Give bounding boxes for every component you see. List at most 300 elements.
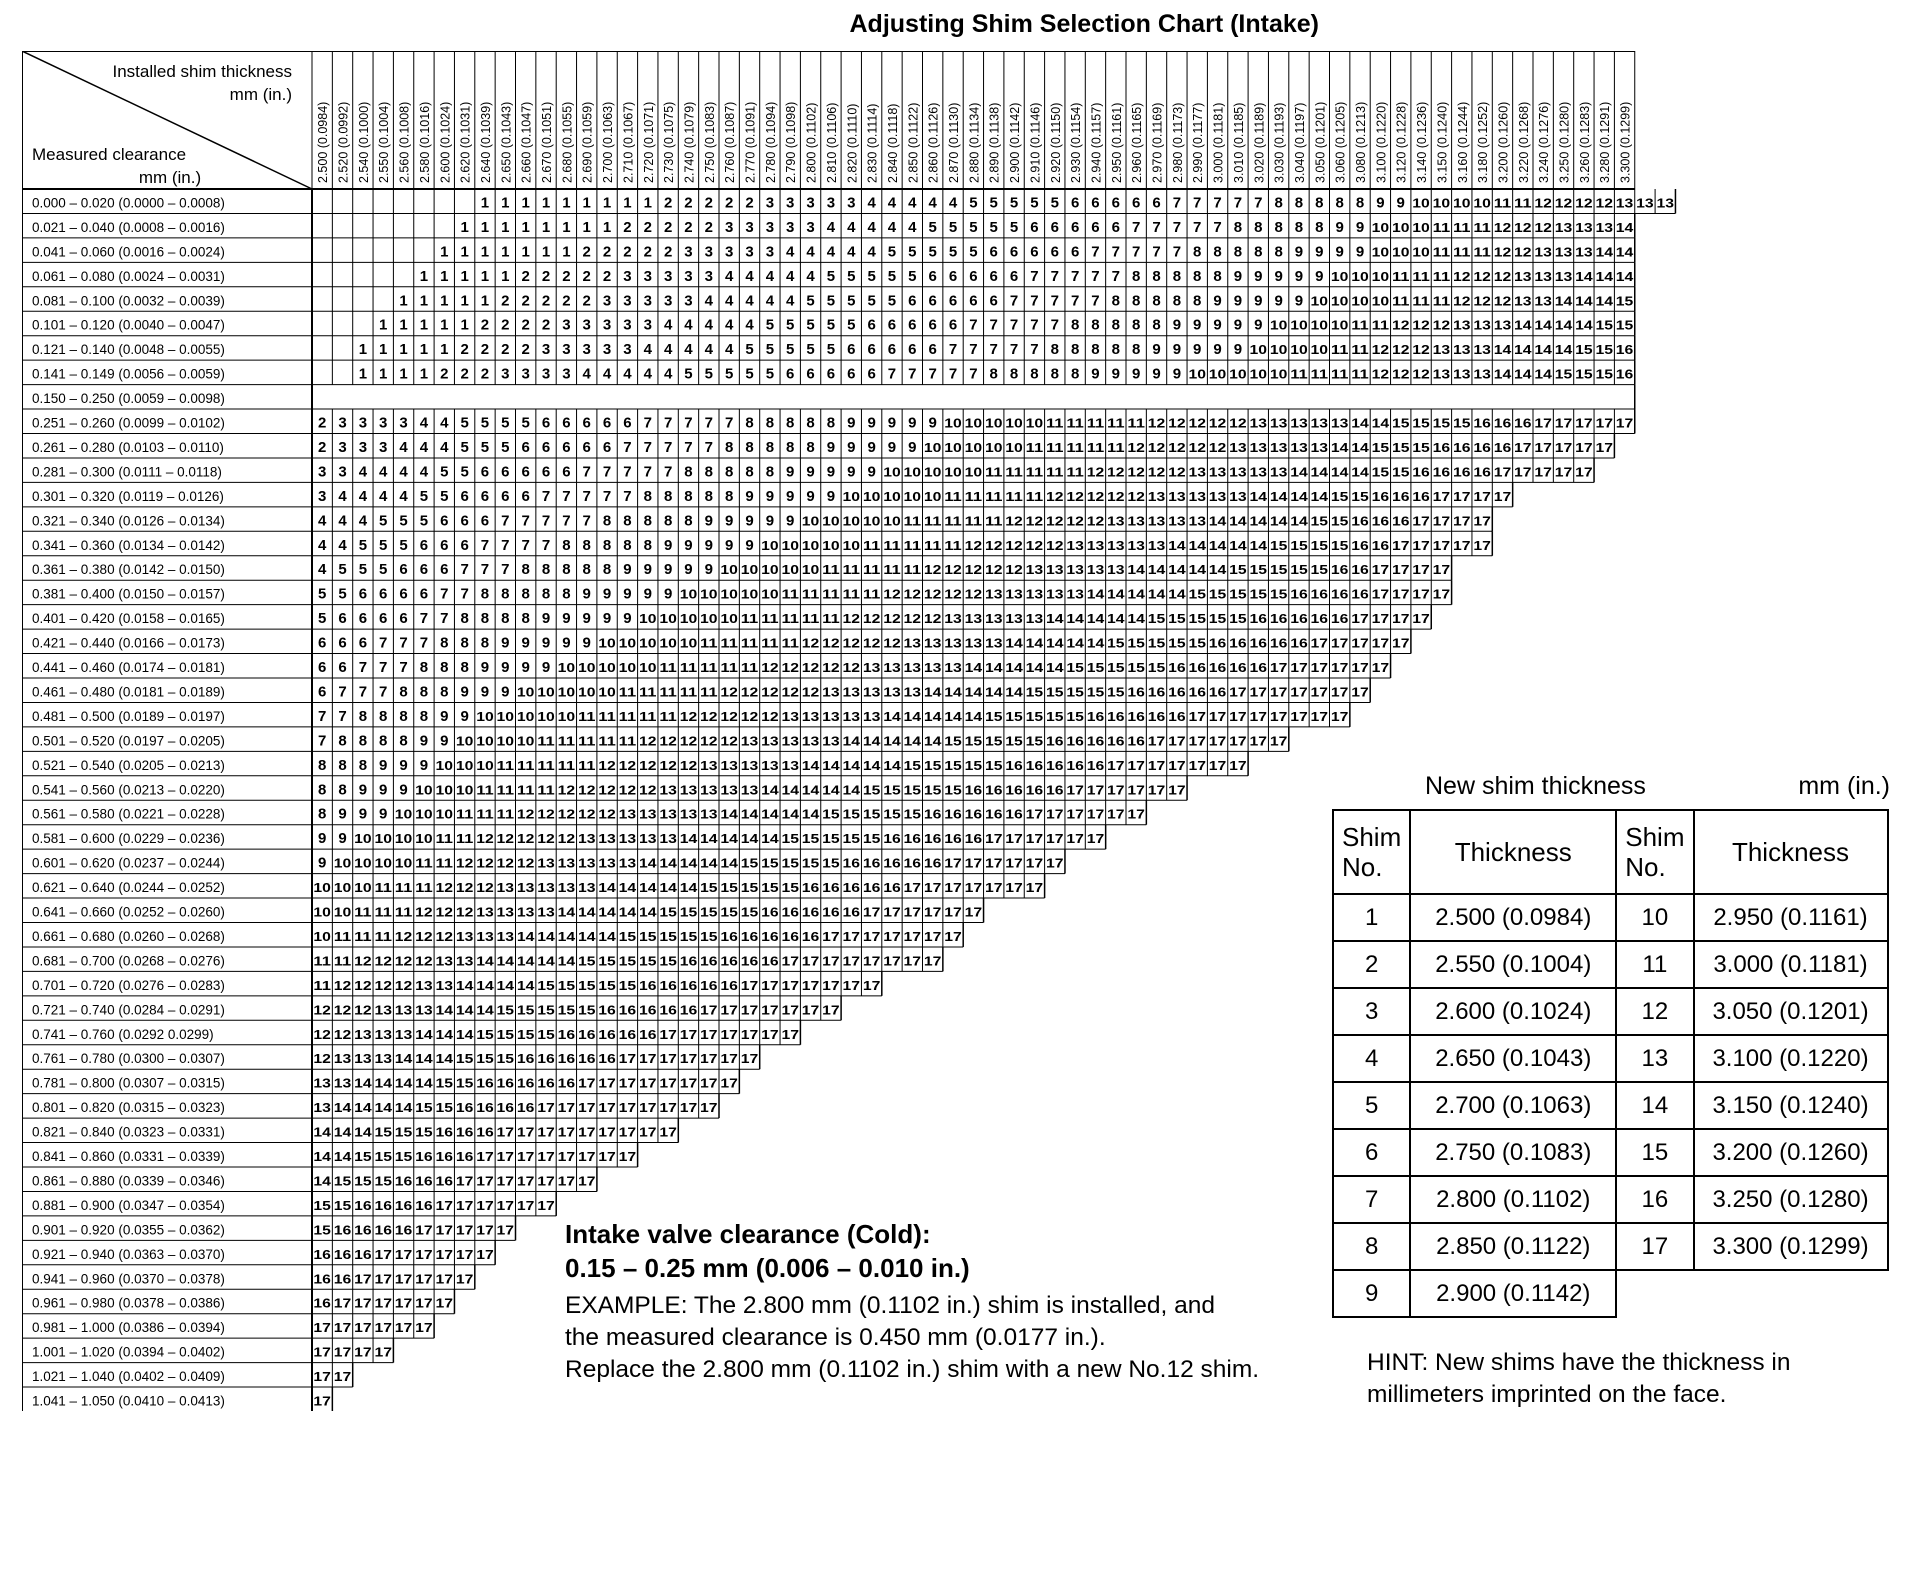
shim-cell-value: 11	[903, 513, 922, 529]
shim-cell-value: 14	[964, 660, 984, 675]
shim-cell-value: 8	[338, 781, 347, 799]
shim-cell-value: 3	[358, 414, 368, 432]
shim-cell-value: 7	[419, 634, 429, 652]
shim-cell-value: 17	[577, 1100, 596, 1116]
shim-cell-value: 12	[639, 757, 657, 773]
shim-cell-value: 10	[1371, 219, 1390, 235]
shim-cell-value: 10	[1229, 366, 1247, 382]
shim-cell-value: 15	[557, 977, 576, 993]
shim-cell-value: 13	[455, 953, 474, 969]
shim-cell-value: 10	[720, 562, 738, 578]
shim-cell-value: 7	[1193, 218, 1202, 236]
shim-cell-value: 14	[639, 904, 658, 920]
shim-cell-value: 17	[1229, 757, 1247, 773]
shim-cell-value: 8	[1111, 316, 1120, 334]
shim-cell-value: 17	[1554, 439, 1573, 455]
shim-cell-value: 15	[1127, 660, 1145, 675]
shim-cell-value: 8	[1254, 243, 1263, 261]
shim-cell-value: 12	[1086, 488, 1105, 504]
shim-cell-value: 17	[537, 1149, 555, 1164]
shim-cell-value: 7	[704, 438, 713, 456]
shim-cell-value: 17	[394, 1320, 413, 1336]
shim-cell-value: 2	[602, 243, 612, 261]
shim-cell-value: 2	[643, 218, 652, 236]
shim-cell-value: 16	[374, 1222, 392, 1238]
shim-cell-value: 7	[1233, 194, 1243, 212]
shim-cell-value: 16	[333, 1271, 352, 1287]
shim-cell-value: 17	[1107, 757, 1125, 773]
shim-cell-value: 16	[1086, 708, 1105, 724]
shim-cell-value: 11	[964, 513, 983, 529]
shim-cell-value: 12	[1493, 244, 1512, 260]
shim-cell-value: 10	[618, 635, 637, 651]
shim-cell-value: 14	[354, 1075, 373, 1091]
shim-cell-value: 16	[1615, 366, 1634, 382]
shim-cell-value: 15	[1615, 317, 1634, 333]
row-clearance-label: 0.901 – 0.920 (0.0355 – 0.0362)	[32, 1222, 225, 1238]
shim-cell-value: 6	[969, 267, 978, 285]
shim-cell-value: 13	[1005, 611, 1023, 627]
shim-cell-value: 8	[1070, 316, 1080, 334]
shim-cell-value: 16	[679, 953, 698, 969]
column-header-label: 2.940 (0.1157)	[1089, 102, 1104, 183]
shim-thickness-cell: 2.500 (0.0984)	[1410, 894, 1616, 941]
column-header-label: 3.140 (0.1236)	[1415, 101, 1430, 183]
shim-cell-value: 1	[419, 267, 429, 285]
shim-cell-value: 16	[761, 953, 779, 969]
shim-cell-value: 14	[516, 928, 536, 944]
shim-cell-value: 7	[1213, 218, 1222, 236]
row-clearance-label: 0.421 – 0.440 (0.0166 – 0.0173)	[32, 635, 225, 651]
shim-cell-value: 2	[582, 292, 591, 310]
row-clearance-label: 0.121 – 0.140 (0.0048 – 0.0055)	[32, 342, 225, 358]
shim-cell-value: 3	[623, 292, 632, 310]
shim-cell-value: 15	[1229, 562, 1247, 578]
shim-cell-value: 12	[354, 977, 372, 993]
shim-cell-value: 14	[1615, 268, 1635, 284]
shim-cell-value: 15	[1615, 293, 1634, 309]
shim-cell-value: 12	[720, 684, 738, 700]
shim-cell-value: 6	[602, 438, 612, 456]
shim-cell-value: 14	[1615, 244, 1635, 260]
shim-cell-value: 6	[928, 316, 937, 334]
column-header-label: 3.000 (0.1181)	[1211, 102, 1226, 183]
shim-cell-value: 8	[480, 610, 490, 628]
shim-cell-value: 16	[1412, 488, 1430, 504]
shim-cell-value: 5	[847, 292, 856, 310]
shim-cell-value: 14	[903, 708, 922, 724]
shim-cell-value: 15	[1168, 611, 1186, 627]
shim-cell-value: 2	[623, 218, 632, 236]
shim-cell-value: 10	[1391, 244, 1410, 260]
shim-cell-value: 14	[1290, 464, 1309, 480]
shim-cell-value: 13	[455, 928, 474, 944]
shim-cell-value: 17	[781, 1026, 799, 1042]
shim-cell-value: 13	[1249, 415, 1268, 431]
row-clearance-label: 0.681 – 0.700 (0.0268 – 0.0276)	[32, 953, 225, 969]
shim-cell-value: 14	[1066, 635, 1085, 651]
shim-cell-value: 13	[1473, 366, 1491, 382]
shim-cell-value: 14	[374, 1100, 393, 1116]
shim-cell-value: 16	[679, 1002, 698, 1018]
shim-cell-value: 12	[496, 831, 515, 847]
shim-cell-value: 13	[598, 831, 616, 847]
shim-cell-value: 5	[806, 292, 815, 310]
shim-cell-value: 14	[435, 1051, 454, 1067]
shim-cell-value: 6	[969, 292, 978, 310]
shim-cell-value: 13	[516, 904, 535, 920]
shim-cell-value: 6	[521, 463, 530, 481]
shim-cell-value: 8	[1193, 243, 1202, 261]
shim-cell-value: 6	[948, 292, 958, 310]
shim-cell-value: 6	[419, 536, 429, 554]
shim-cell-value: 14	[639, 880, 658, 896]
shim-cell-value: 11	[740, 660, 759, 675]
shim-cell-value: 6	[338, 610, 347, 628]
shim-cell-value: 9	[1193, 316, 1202, 334]
shim-cell-value: 8	[501, 585, 510, 603]
shim-cell-value: 7	[989, 341, 998, 359]
shim-cell-value: 5	[765, 316, 775, 334]
row-clearance-label: 0.301 – 0.320 (0.0119 – 0.0126)	[32, 488, 224, 504]
shim-cell-value: 5	[867, 267, 876, 285]
shim-cell-value: 14	[1595, 244, 1614, 260]
shim-cell-value: 12	[354, 1002, 372, 1018]
shim-cell-value: 3	[541, 341, 551, 359]
shim-cell-value: 15	[923, 782, 942, 798]
shim-cell-value: 10	[944, 464, 962, 480]
shim-cell-value: 17	[944, 880, 962, 896]
shim-cell-value: 8	[806, 414, 815, 432]
shim-cell-value: 1	[419, 292, 429, 310]
shim-cell-value: 13	[659, 831, 677, 847]
shim-cell-value: 12	[903, 586, 922, 602]
column-header-label: 2.810 (0.1106)	[824, 102, 839, 183]
row-clearance-label: 0.881 – 0.900 (0.0347 – 0.0354)	[32, 1197, 225, 1213]
shim-cell-value: 6	[338, 634, 347, 652]
shim-cell-value: 13	[761, 757, 779, 773]
column-header-label: 2.870 (0.1130)	[947, 102, 962, 183]
shim-cell-value: 12	[700, 733, 718, 749]
new-shim-title	[1425, 772, 1890, 801]
shim-cell-value: 14	[577, 928, 597, 944]
shim-cell-value: 7	[887, 365, 897, 383]
shim-cell-value: 4	[399, 438, 408, 456]
shim-cell-value: 15	[313, 1197, 331, 1213]
shim-cell-value: 11	[374, 928, 392, 944]
shim-cell-value: 16	[1391, 513, 1410, 529]
shim-cell-value: 17	[618, 1149, 637, 1164]
shim-cell-value: 17	[333, 1320, 352, 1336]
shim-cell-value: 17	[822, 977, 840, 993]
shim-cell-value: 17	[1086, 782, 1105, 798]
shim-cell-value: 3	[318, 487, 327, 505]
shim-cell-value: 9	[826, 438, 836, 456]
shim-cell-value: 2	[704, 194, 713, 212]
shim-cell-value: 17	[822, 953, 840, 969]
shim-cell-value: 11	[801, 586, 820, 602]
shim-cell-value: 8	[480, 585, 490, 603]
column-header-label: 2.760 (0.1087)	[723, 101, 738, 183]
shim-cell-value: 15	[1595, 342, 1613, 358]
shim-cell-value: 12	[679, 708, 698, 724]
thickness-header: Thickness	[1410, 810, 1616, 894]
shim-cell-value: 9	[521, 659, 530, 676]
shim-cell-value: 8	[725, 463, 734, 481]
shim-cell-value: 12	[822, 635, 840, 651]
shim-cell-value: 13	[1493, 317, 1512, 333]
shim-cell-value: 13	[1453, 317, 1471, 333]
shim-cell-value: 17	[394, 1246, 413, 1262]
shim-cell-value: 11	[1127, 415, 1145, 431]
shim-cell-value: 15	[740, 855, 759, 871]
shim-cell-value: 16	[1107, 708, 1125, 724]
shim-cell-value: 3	[541, 365, 551, 383]
shim-cell-value: 11	[1330, 342, 1349, 358]
shim-cell-value: 13	[516, 880, 535, 896]
shim-cell-value: 15	[516, 1002, 535, 1018]
shim-cell-value: 5	[745, 365, 754, 383]
shim-cell-value: 17	[679, 1026, 698, 1042]
shim-cell-value: 9	[1172, 316, 1182, 334]
column-header-label: 3.300 (0.1299)	[1618, 101, 1633, 183]
shim-cell-value: 16	[822, 880, 840, 896]
shim-cell-value: 7	[419, 610, 429, 628]
shim-cell-value: 16	[1127, 708, 1145, 724]
shim-cell-value: 12	[883, 635, 901, 651]
shim-cell-value: 8	[521, 561, 530, 579]
shim-cell-value: 16	[1351, 562, 1369, 578]
shim-cell-value: 10	[1310, 293, 1329, 309]
shim-cell-value: 17	[1086, 806, 1105, 822]
shim-cell-value: 14	[557, 904, 577, 920]
shim-cell-value: 15	[822, 855, 840, 871]
shim-cell-value: 9	[460, 683, 469, 701]
shim-cell-value: 16	[1432, 439, 1451, 455]
shim-cell-value: 15	[1249, 562, 1268, 578]
shim-cell-value: 17	[557, 1100, 576, 1116]
shim-cell-value: 9	[440, 707, 449, 725]
shim-cell-value: 8	[1009, 365, 1019, 383]
column-header-label: 3.020 (0.1189)	[1252, 102, 1267, 183]
shim-cell-value: 11	[984, 513, 1003, 529]
shim-cell-value: 15	[1066, 708, 1084, 724]
shim-cell-value: 4	[745, 267, 754, 285]
shim-cell-value: 15	[984, 757, 1003, 773]
shim-cell-value: 9	[826, 463, 836, 481]
shim-cell-value: 7	[1009, 292, 1019, 310]
shim-cell-value: 9	[1172, 365, 1182, 383]
shim-cell-value: 15	[964, 733, 983, 749]
shim-cell-value: 11	[862, 562, 881, 578]
shim-cell-value: 17	[1351, 660, 1369, 675]
shim-cell-value: 16	[435, 1173, 454, 1189]
shim-cell-value: 5	[887, 243, 897, 261]
shim-cell-value: 12	[516, 806, 535, 822]
shim-cell-value: 8	[358, 732, 368, 750]
shim-cell-value: 6	[358, 634, 368, 652]
shim-cell-value: 12	[1005, 513, 1023, 529]
shim-cell-value: 16	[1066, 757, 1084, 773]
shim-cell-value: 12	[720, 708, 738, 724]
shim-cell-value: 16	[1391, 488, 1410, 504]
shim-cell-value: 16	[923, 855, 942, 871]
shim-cell-value: 4	[399, 463, 408, 481]
shim-cell-value: 6	[1030, 218, 1039, 236]
shim-cell-value: 16	[1351, 586, 1369, 602]
shim-cell-value: 12	[1107, 488, 1125, 504]
shim-cell-value: 16	[1107, 733, 1125, 749]
shim-cell-value: 8	[1233, 218, 1243, 236]
shim-cell-value: 11	[333, 953, 352, 969]
shim-cell-value: 12	[1147, 464, 1166, 480]
row-clearance-label: 0.961 – 0.980 (0.0378 – 0.0386)	[32, 1295, 225, 1311]
shim-cell-value: 15	[1269, 586, 1288, 602]
shim-cell-value: 5	[948, 218, 958, 236]
shim-cell-value: 7	[643, 414, 652, 432]
shim-cell-value: 12	[862, 611, 881, 627]
shim-cell-value: 17	[883, 928, 901, 944]
shim-cell-value: 11	[1310, 366, 1329, 382]
shim-cell-value: 12	[1412, 317, 1430, 333]
shim-cell-value: 13	[1290, 415, 1308, 431]
row-clearance-label: 0.821 – 0.840 (0.0323 – 0.0331)	[32, 1124, 225, 1140]
shim-cell-value: 13	[598, 855, 616, 871]
shim-cell-value: 17	[903, 928, 922, 944]
shim-cell-value: 5	[826, 292, 836, 310]
shim-cell-value: 4	[318, 512, 327, 530]
shim-cell-value: 12	[862, 635, 881, 651]
new-shim-row	[1333, 894, 1888, 941]
shim-cell-value: 10	[639, 635, 657, 651]
shim-cell-value: 11	[1473, 219, 1491, 235]
shim-cell-value: 8	[318, 756, 327, 774]
shim-cell-value: 10	[435, 782, 454, 798]
shim-cell-value: 15	[659, 928, 677, 944]
shim-cell-value: 16	[496, 1075, 515, 1091]
installed-label-line1: Installed shim thickness	[112, 62, 292, 81]
shim-cell-value: 8	[562, 536, 571, 554]
shim-cell-value: 13	[1025, 562, 1044, 578]
shim-no-cell: 1	[1333, 894, 1410, 941]
shim-cell-value: 15	[862, 782, 881, 798]
column-header-label: 2.890 (0.1138)	[987, 102, 1002, 183]
shim-cell-value: 17	[639, 1100, 657, 1116]
row-clearance-label: 0.601 – 0.620 (0.0237 – 0.0244)	[32, 855, 225, 871]
shim-cell-value: 11	[761, 635, 779, 651]
shim-cell-value: 10	[679, 635, 698, 651]
shim-cell-value: 16	[496, 1100, 515, 1116]
shim-cell-value: 17	[1249, 708, 1268, 724]
shim-cell-value: 13	[354, 1026, 372, 1042]
shim-cell-value: 14	[1127, 562, 1146, 578]
shim-cell-value: 7	[623, 487, 632, 505]
shim-cell-value: 6	[399, 610, 408, 628]
shim-cell-value: 16	[1208, 684, 1227, 700]
shim-cell-value: 13	[1168, 488, 1186, 504]
shim-cell-value: 12	[923, 562, 942, 578]
shim-cell-value: 13	[883, 660, 901, 675]
shim-cell-value: 1	[399, 316, 408, 334]
shim-cell-value: 15	[455, 1051, 474, 1067]
shim-cell-value: 11	[1066, 415, 1084, 431]
shim-cell-value: 16	[455, 1100, 474, 1116]
shim-cell-value: 14	[1351, 464, 1370, 480]
shim-cell-value: 12	[659, 757, 677, 773]
shim-cell-value: 11	[1066, 439, 1084, 455]
shim-cell-value: 7	[562, 487, 571, 505]
shim-cell-value: 14	[984, 660, 1004, 675]
shim-cell-value: 14	[455, 1026, 475, 1042]
shim-cell-value: 12	[659, 733, 677, 749]
shim-cell-value: 14	[923, 684, 943, 700]
shim-cell-value: 7	[663, 463, 673, 481]
shim-cell-value: 16	[1351, 537, 1369, 553]
row-clearance-label: 0.361 – 0.380 (0.0142 – 0.0150)	[32, 562, 225, 578]
shim-cell-value: 8	[379, 707, 388, 725]
shim-cell-value: 17	[700, 1002, 718, 1018]
shim-cell-value: 14	[659, 880, 678, 896]
shim-no-cell: 15	[1616, 1129, 1693, 1176]
chart-title: Adjusting Shim Selection Chart (Intake)	[849, 10, 1319, 38]
shim-cell-value: 17	[923, 904, 942, 920]
shim-cell-value: 12	[1595, 195, 1613, 211]
shim-cell-value: 13	[1229, 439, 1247, 455]
shim-cell-value: 8	[1335, 194, 1344, 212]
hint-line2: millimeters imprinted on the face.	[1367, 1381, 1727, 1408]
shim-cell-value: 12	[1391, 342, 1410, 358]
shim-cell-value: 12	[598, 782, 616, 798]
shim-cell-value: 17	[1371, 611, 1390, 627]
shim-cell-value: 13	[1534, 244, 1552, 260]
shim-cell-value: 2	[663, 243, 673, 261]
shim-cell-value: 17	[1046, 855, 1064, 871]
shim-cell-value: 1	[541, 194, 551, 212]
shim-cell-value: 14	[1025, 660, 1045, 675]
shim-cell-value: 3	[745, 218, 754, 236]
shim-cell-value: 12	[333, 1026, 352, 1042]
shim-cell-value: 14	[1005, 635, 1024, 651]
shim-cell-value: 14	[537, 953, 556, 969]
shim-cell-value: 13	[333, 1075, 352, 1091]
intake-line2: 0.15 – 0.25 mm (0.006 – 0.010 in.)	[565, 1253, 970, 1283]
shim-cell-value: 15	[639, 953, 657, 969]
shim-cell-value: 6	[460, 512, 469, 530]
shim-cell-value: 8	[541, 561, 551, 579]
shim-thickness-cell: 3.300 (0.1299)	[1694, 1223, 1888, 1270]
shim-cell-value: 17	[1432, 562, 1451, 578]
shim-cell-value: 1	[460, 218, 469, 236]
shim-cell-value: 16	[1046, 733, 1064, 749]
shim-cell-value: 9	[1254, 316, 1263, 334]
shim-cell-value: 4	[440, 414, 449, 432]
shim-cell-value: 14	[394, 1051, 414, 1067]
shim-cell-value: 17	[374, 1271, 392, 1287]
shim-cell-value: 13	[496, 928, 515, 944]
shim-cell-value: 16	[862, 855, 881, 871]
shim-cell-value: 9	[663, 585, 673, 603]
shim-cell-value: 10	[1371, 293, 1390, 309]
shim-cell-value: 17	[415, 1295, 433, 1311]
shim-cell-value: 13	[659, 782, 677, 798]
shim-cell-value: 7	[1193, 194, 1202, 212]
shim-cell-value: 7	[521, 512, 530, 530]
shim-cell-value: 15	[1208, 611, 1227, 627]
shim-cell-value: 4	[338, 536, 347, 554]
shim-cell-value: 17	[944, 904, 962, 920]
shim-cell-value: 12	[1127, 439, 1145, 455]
shim-cell-value: 4	[358, 463, 368, 481]
